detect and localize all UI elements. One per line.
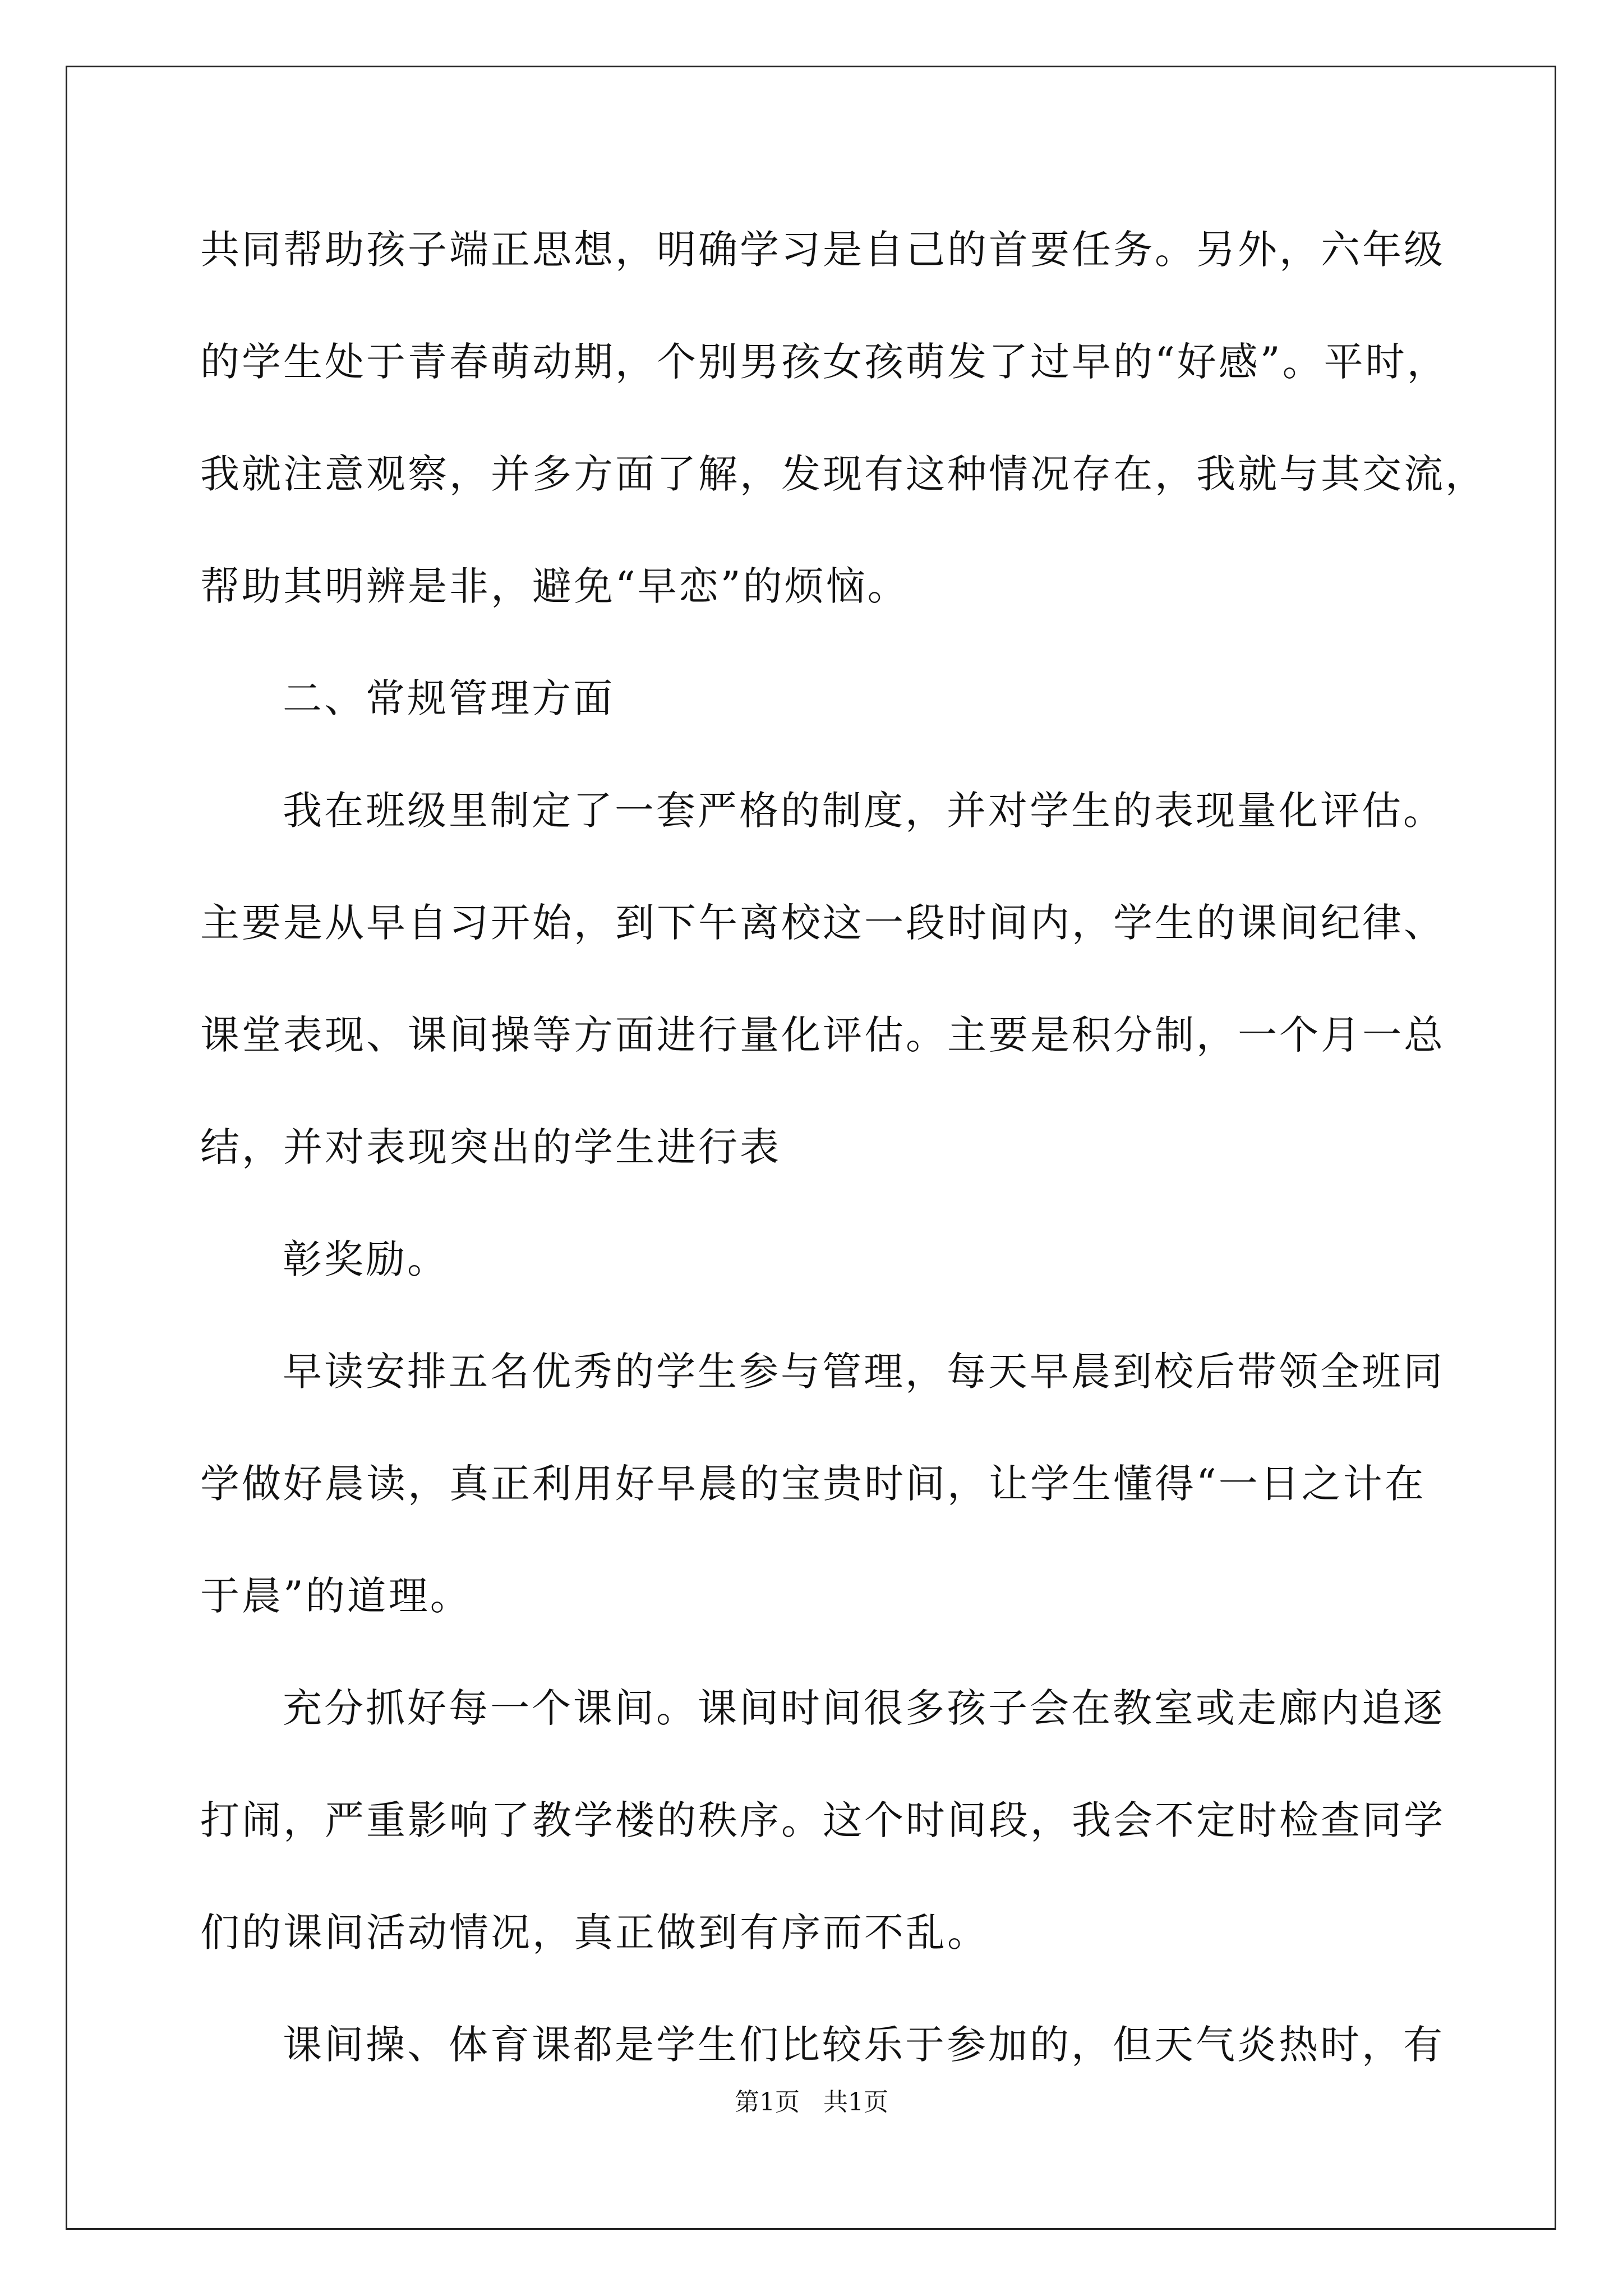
paragraph-line: 们的课间活动情况，真正做到有序而不乱。 [200,1910,989,1955]
paragraph-line: 于晨”的道理。 [200,1573,472,1619]
paragraph-line: 课堂表现、课间操等方面进行量化评估。主要是积分制，一个月一总 [200,1012,1445,1058]
paragraph-line: 课间操、体育课都是学生们比较乐于参加的，但天气炎热时，有 [283,2022,1445,2068]
paragraph-line: 学做好晨读，真正利用好早晨的宝贵时间，让学生懂得“一日之计在 [200,1461,1426,1507]
paragraph-line: 共同帮助孩子端正思想，明确学习是自己的首要任务。另外，六年级 [200,227,1445,273]
paragraph-line: 帮助其明辨是非，避免“早恋”的烦恼。 [200,563,909,609]
paragraph-line: 我就注意观察，并多方面了解，发现有这种情况存在，我就与其交流， [200,451,1487,497]
paragraph-line: 打闹，严重影响了教学楼的秩序。这个时间段，我会不定时检查同学 [200,1797,1445,1843]
paragraph-line: 我在班级里制定了一套严格的制度，并对学生的表现量化评估。 [283,788,1445,834]
paragraph-line: 结，并对表现突出的学生进行表 [200,1124,781,1170]
section-heading: 二、常规管理方面 [283,675,615,721]
paragraph-line: 的学生处于青春萌动期，个别男孩女孩萌发了过早的“好感”。平时， [200,339,1449,385]
page-number-footer: 第1页 共1页 [735,2088,888,2116]
paragraph-line: 彰奖励。 [283,1236,449,1282]
paragraph-line: 主要是从早自习开始，到下午离校这一段时间内，学生的课间纪律、 [200,900,1445,946]
paragraph-line: 早读安排五名优秀的学生参与管理，每天早晨到校后带领全班同 [283,1349,1445,1395]
paragraph-line: 充分抓好每一个课间。课间时间很多孩子会在教室或走廊内追逐 [283,1685,1445,1731]
